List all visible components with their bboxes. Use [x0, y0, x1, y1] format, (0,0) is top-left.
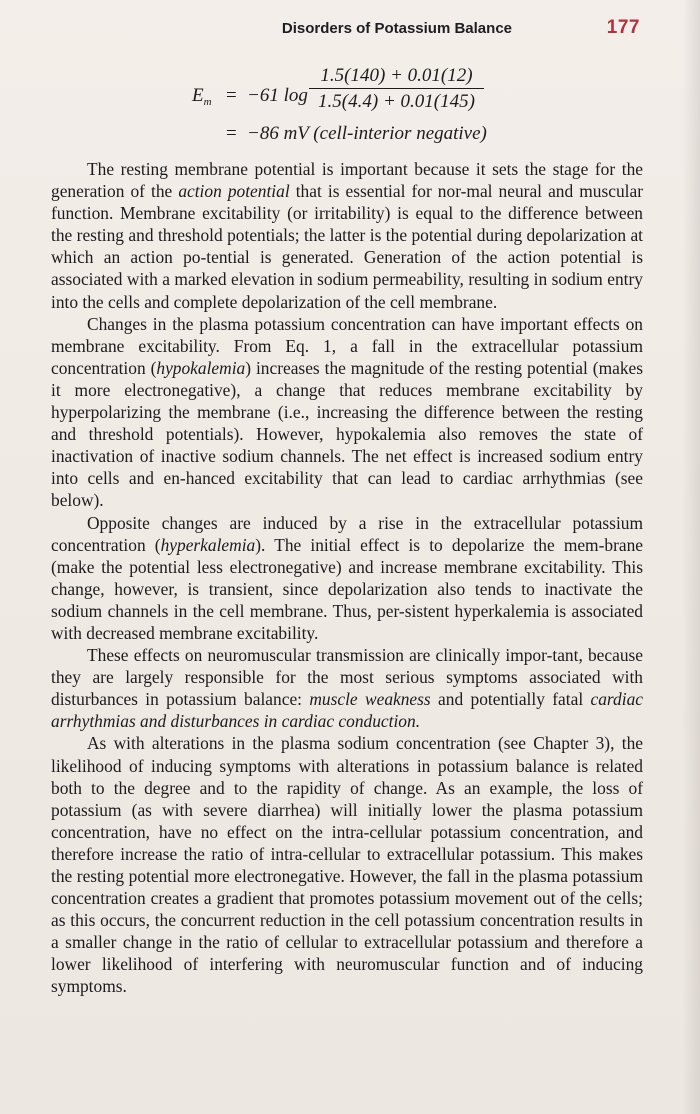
body-text: [51, 158, 643, 998]
paragraph-text: These effects on neuromuscular transmission are clinically impor-tant, because they are largely responsible for the most serious symptoms associated with disturbances in potassium balance:: [51, 645, 643, 710]
paragraph-1: [51, 158, 643, 313]
equation-equals-sign-2: =: [226, 123, 237, 144]
equation-lhs-subscript: m: [203, 96, 212, 108]
page-number: 177: [606, 17, 640, 38]
paragraph-3: [51, 512, 643, 645]
equation-equals-sign: =: [226, 85, 237, 106]
membrane-potential-equation: [192, 66, 612, 152]
page-header: [0, 16, 640, 42]
emphasis-text: cardiac arrhythmias and disturbances in cardiac conduction.: [51, 689, 643, 732]
paragraph-2: [51, 313, 643, 512]
equation-result: −86 mV (cell-interior negative): [247, 123, 487, 144]
equation-lhs: [192, 86, 212, 108]
equation-fraction: [309, 66, 484, 111]
paragraph-5: [51, 732, 643, 997]
equation-coefficient: −61 log: [247, 85, 308, 106]
emphasis-text: hypokalemia: [156, 357, 246, 378]
emphasis-text: hyperkalemia: [160, 534, 256, 555]
paragraph-text: that is essential for nor-mal neural and muscular function. Membrane excitability (or irritability) is equal to the difference between the resting and threshold potentials; the latter is the potential during depolarization at which an action po-tential is generated. Generation of the action potential is associated with a marked elevation in sodium permeability, resulting in sodium entry into the cells and complete depolarization of the cell membrane.: [51, 181, 643, 312]
paragraph-text: and potentially fatal: [430, 689, 591, 710]
page-edge-shadow: [682, 0, 700, 1114]
paragraph-text: Opposite changes are induced by a rise in the extracellular potassium concentration (: [51, 512, 643, 555]
paragraph-text: Changes in the plasma potassium concentration can have important effects on membrane excitability. From Eq. 1, a fall in the extracellular potassium concentration (: [51, 313, 643, 378]
paragraph-text: As with alterations in the plasma sodium concentration (see Chapter 3), the likelihood of inducing symptoms with alterations in potassium balance is related both to the degree and to the rapidity of change. As an example, the loss of potassium (as with severe diarrhea) will initially lower the plasma potassium concentration, have no effect on the intra-cellular potassium concentration, and therefore increase the ratio of intra-cellular to extracellular potassium. This makes the resting potential more electronegative. However, the fall in the plasma potassium concentration creates a gradient that promotes potassium movement out of the cells; as this occurs, the concurrent reduction in the cell potassium concentration results in a smaller change in the ratio of cellular to extracellular potassium and therefore a lower likelihood of interfering with neuromuscular function and of inducing symptoms.: [51, 733, 643, 997]
paragraph-4: [51, 644, 643, 732]
equation-denominator: 1.5(4.4) + 0.01(145): [318, 91, 475, 112]
paragraph-text: The resting membrane potential is important because it sets the stage for the generation of the: [51, 159, 643, 202]
emphasis-text: muscle weakness: [309, 689, 431, 710]
paragraph-text: ) increases the magnitude of the resting potential (makes it more electronegative), a change that reduces membrane excitability by hyperpolarizing the membrane (i.e., increasing the difference between the resting and threshold potentials). However, hypokalemia also removes the state of inactivation of inactive sodium channels. The net effect is increased sodium entry into cells and en-hanced excitability that can lead to cardiac arrhythmias (see below).: [51, 357, 644, 511]
equation-lhs-symbol: E: [192, 85, 204, 106]
equation-numerator: 1.5(140) + 0.01(12): [320, 65, 473, 86]
emphasis-text: action potential: [178, 181, 290, 202]
running-head: Disorders of Potassium Balance: [281, 20, 512, 37]
paragraph-text: ). The initial effect is to depolarize the mem-brane (make the potential less electronegative) and increase membrane excitability. This change, however, is transient, since depolarization also tends to inactivate the sodium channels in the cell membrane. Thus, per-sistent hyperkalemia is associated with decreased membrane excitability.: [51, 534, 643, 643]
